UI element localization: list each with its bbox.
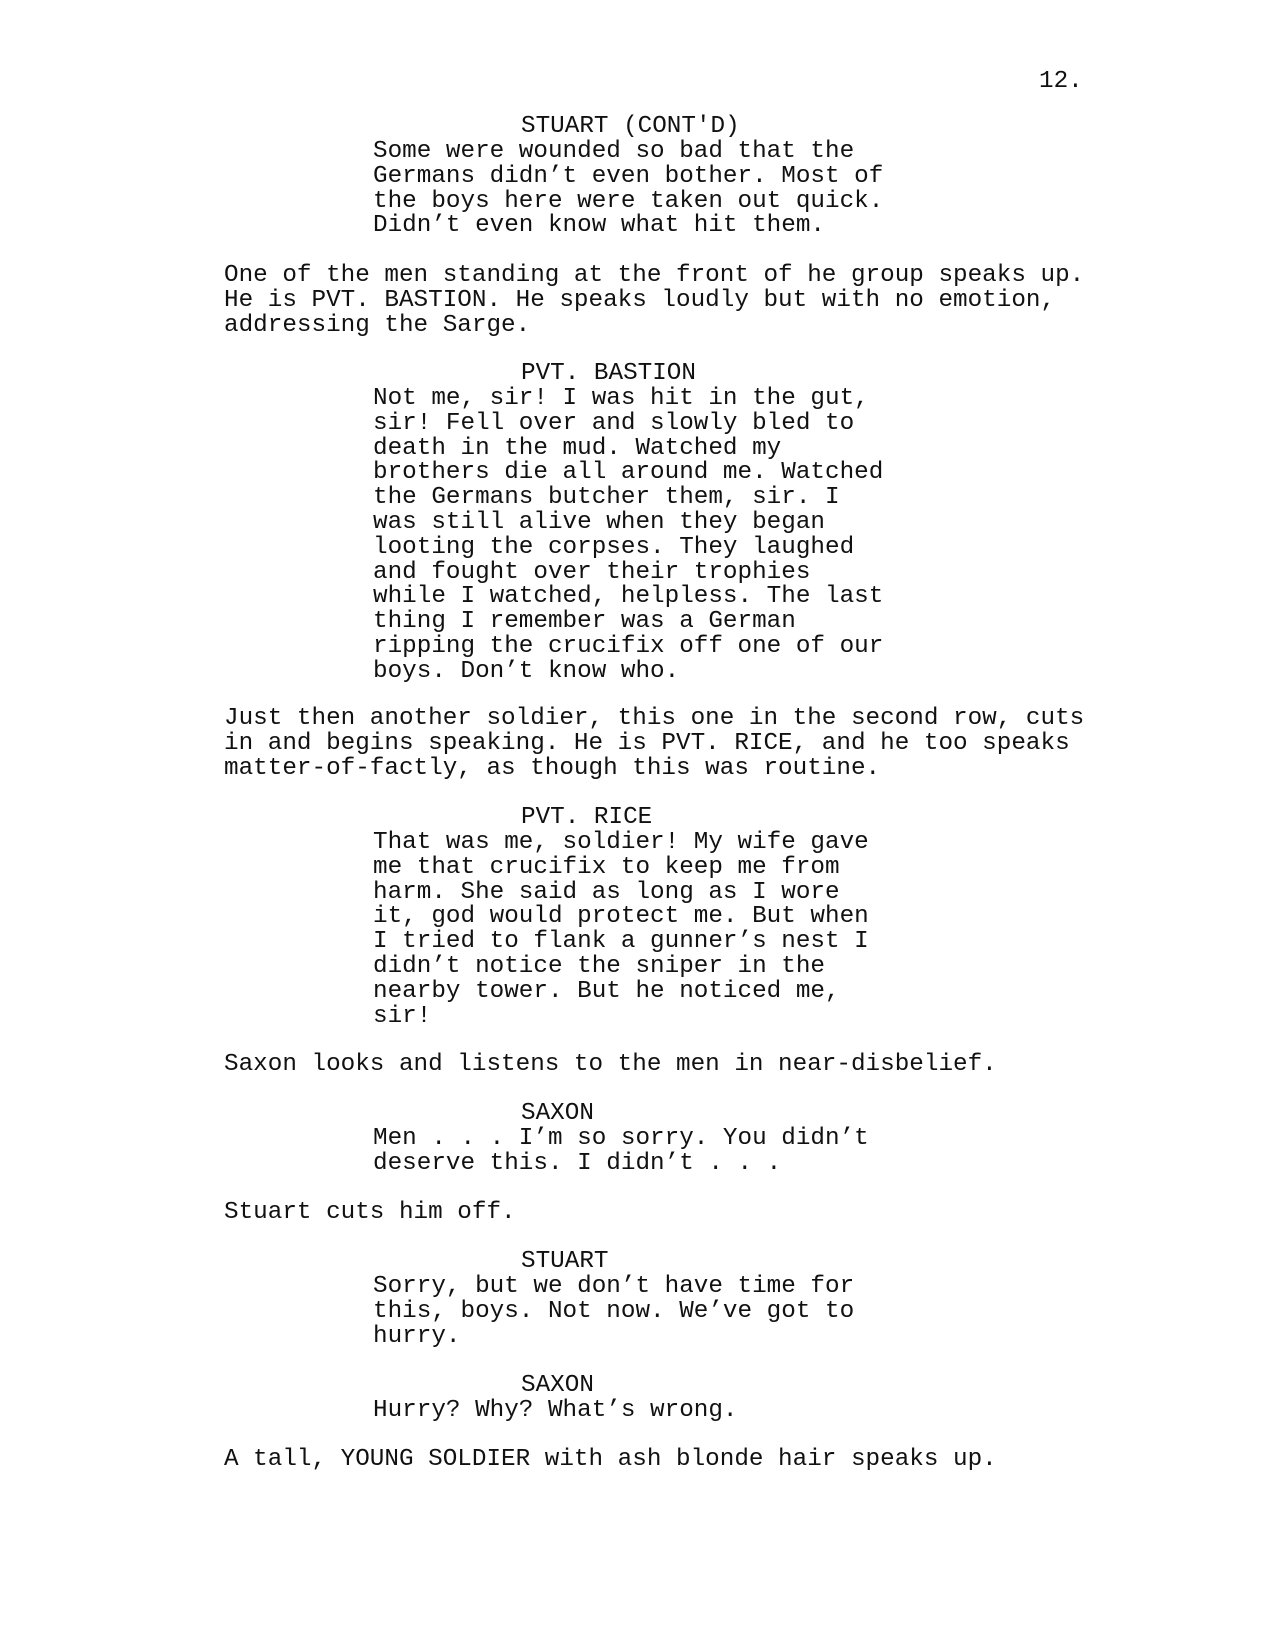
action-stuart-cuts-off: Stuart cuts him off. xyxy=(224,1199,516,1226)
action-bastion-intro: One of the men standing at the front of he group speaks up. He is PVT. BASTION. He speaks loudly but with no emotion, addressing the Sarge. xyxy=(224,262,1085,339)
dialogue-stuart-1: Some were wounded so bad that the Germans didn’t even bother. Most of the boys here were taken out quick. Didn’t even know what hit them. xyxy=(373,138,884,240)
dialogue-pvt-bastion: Not me, sir! I was hit in the gut, sir! Fell over and slowly bled to death in the mud. Watched my brothers die all around me. Watched the Germans butcher them, sir. I was still alive when they began looting the corpses. They laughed and fought over their trophies while I watched, helpless. The last thing I remember was a German ripping the crucifix off one of our boys. Don’t know who. xyxy=(373,385,884,685)
action-saxon-listens: Saxon looks and listens to the men in near-disbelief. xyxy=(224,1051,997,1078)
character-pvt-bastion: PVT. BASTION xyxy=(521,360,696,387)
dialogue-saxon-1: Men . . . I’m so sorry. You didn’t deserve this. I didn’t . . . xyxy=(373,1125,869,1177)
character-stuart: STUART xyxy=(521,1248,609,1275)
dialogue-saxon-2: Hurry? Why? What’s wrong. xyxy=(373,1397,738,1424)
character-stuart-contd: STUART (CONT'D) xyxy=(521,113,740,140)
character-pvt-rice: PVT. RICE xyxy=(521,804,653,831)
dialogue-pvt-rice: That was me, soldier! My wife gave me that crucifix to keep me from harm. She said as long as I wore it, god would protect me. But when I tried to flank a gunner’s nest I didn’t notice the sniper in the nearby tower. But he noticed me, sir! xyxy=(373,829,869,1030)
action-rice-intro: Just then another soldier, this one in the second row, cuts in and begins speaking. He is PVT. RICE, and he too speaks matter-of-factly, as though this was routine. xyxy=(224,705,1085,782)
action-young-soldier: A tall, YOUNG SOLDIER with ash blonde hair speaks up. xyxy=(224,1446,997,1473)
character-saxon-1: SAXON xyxy=(521,1100,594,1127)
dialogue-stuart-2: Sorry, but we don’t have time for this, boys. Not now. We’ve got to hurry. xyxy=(373,1273,855,1350)
character-saxon-2: SAXON xyxy=(521,1372,594,1399)
page-number: 12. xyxy=(1039,68,1083,95)
